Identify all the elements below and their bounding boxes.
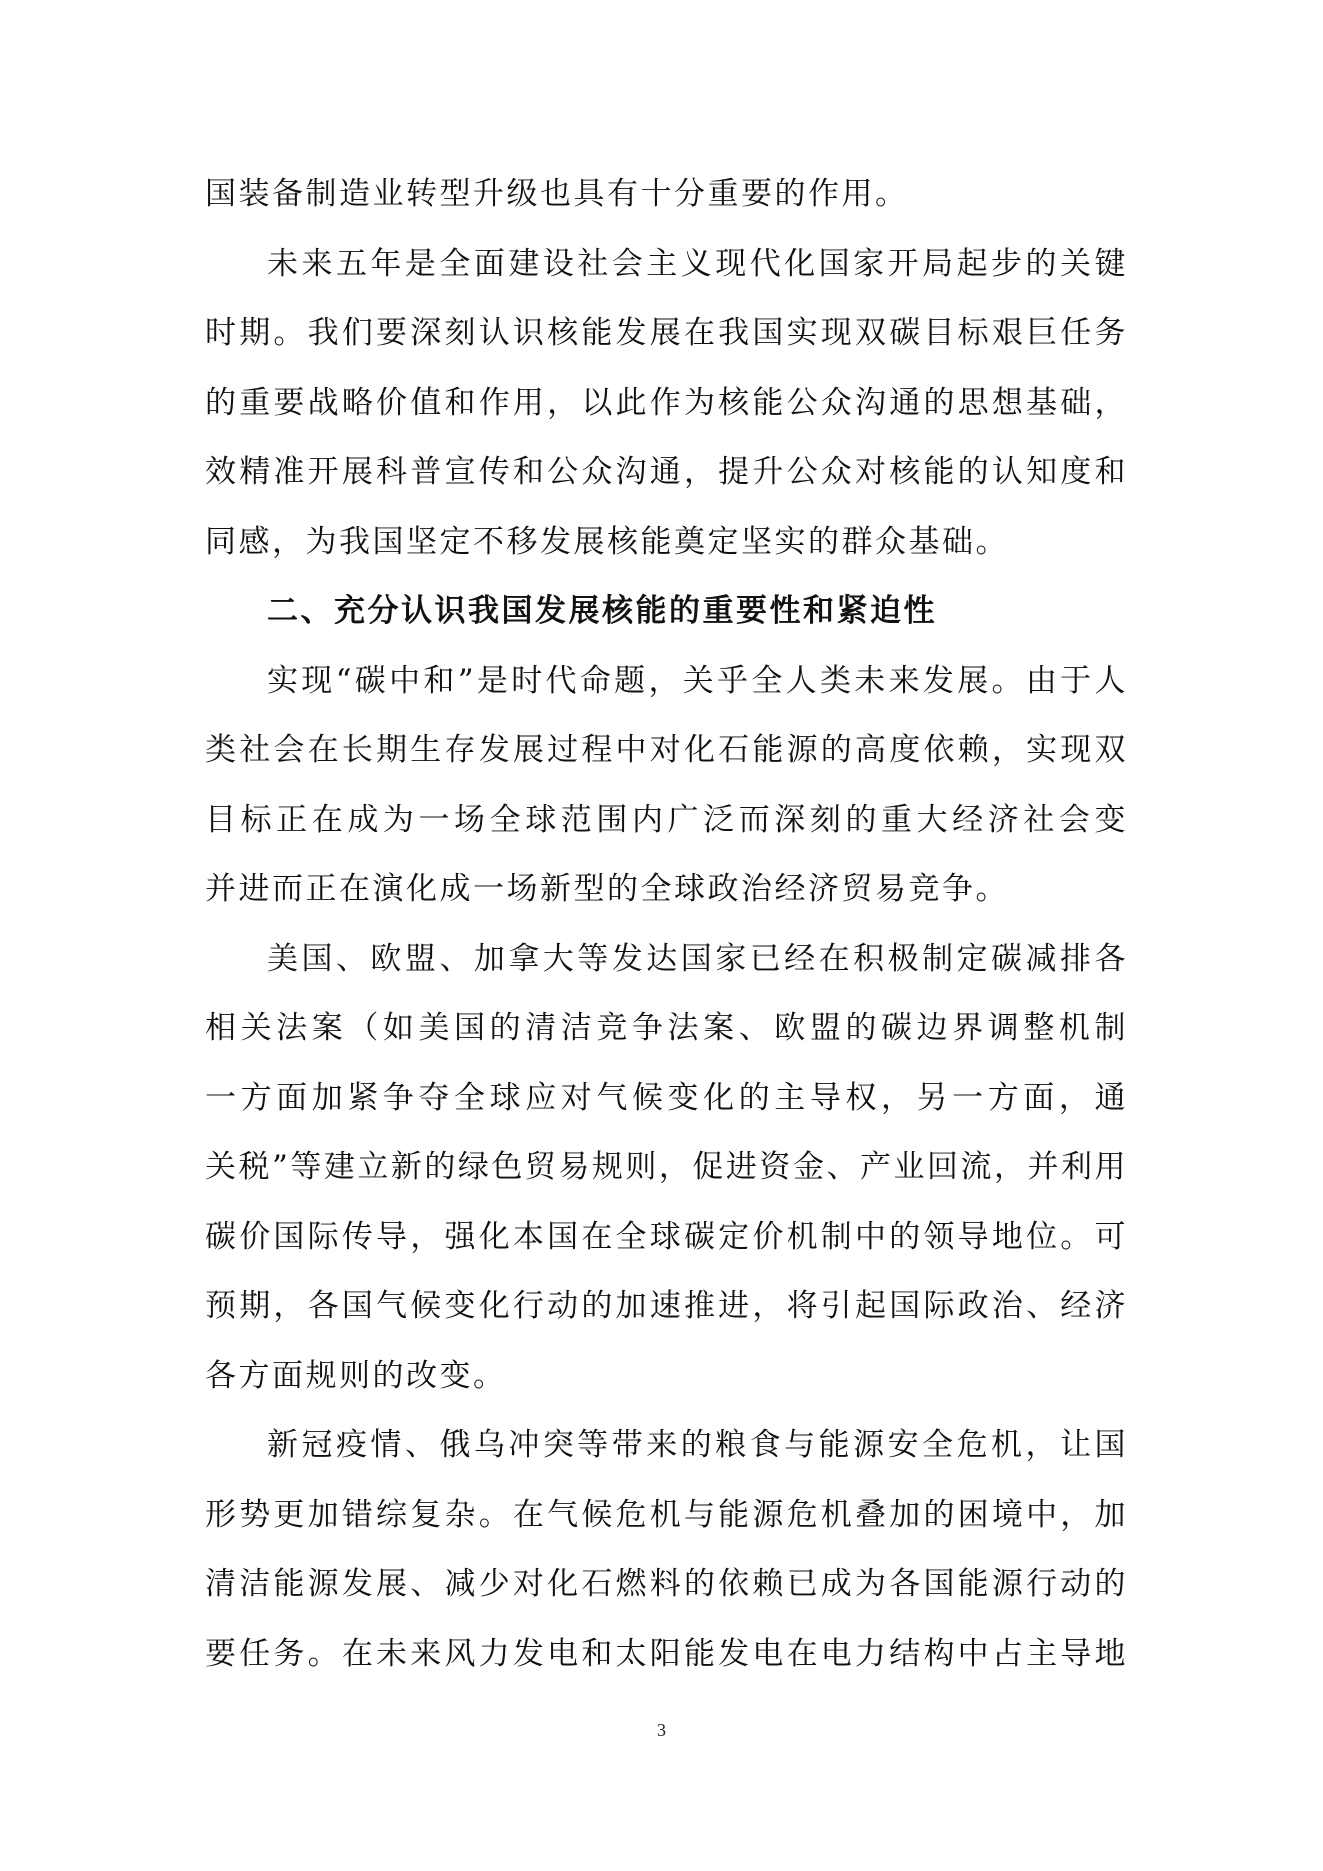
paragraph-line: 类社会在长期生存发展过程中对化石能源的高度依赖，实现双 [205,732,1128,768]
paragraph-line: 并进而正在演化成一场新型的全球政治经济贸易竞争。 [205,871,1009,907]
paragraph-line: 碳价国际传导，强化本国在全球碳定价机制中的领导地位。可 [205,1218,1128,1255]
paragraph-line: 新冠疫情、俄乌冲突等带来的粮食与能源安全危机，让国 [267,1427,1128,1463]
paragraph-line: 美国、欧盟、加拿大等发达国家已经在积极制定碳减排各 [267,940,1128,977]
paragraph-line: 要任务。在未来风力发电和太阳能发电在电力结构中占主导地 [205,1635,1128,1672]
document-body [205,160,1128,1689]
paragraph-line: 各方面规则的改变。 [205,1357,507,1394]
paragraph-line: 关税”等建立新的绿色贸易规则，促进资金、产业回流，并利用 [205,1149,1128,1185]
page-number: 3 [657,1720,666,1740]
paragraph-line: 未来五年是全面建设社会主义现代化国家开局起步的关键 [267,245,1128,282]
paragraph-line: 国装备制造业转型升级也具有十分重要的作用。 [205,176,909,212]
paragraph-line: 的重要战略价值和作用，以此作为核能公众沟通的思想基础， [205,384,1128,421]
paragraph-line: 效精准开展科普宣传和公众沟通，提升公众对核能的认知度和 [205,454,1128,490]
paragraph-line: 预期，各国气候变化行动的加速推进，将引起国际政治、经济 [205,1288,1128,1324]
section-heading: 二、充分认识我国发展核能的重要性和紧迫性 [267,593,937,629]
paragraph-line: 相关法案（如美国的清洁竞争法案、欧盟的碳边界调整机制 [205,1010,1128,1046]
paragraph-line: 形势更加错综复杂。在气候危机与能源危机叠加的困境中，加 [205,1496,1128,1533]
paragraph-line: 实现“碳中和”是时代命题，关乎全人类未来发展。由于人 [267,662,1128,699]
paragraph-line: 清洁能源发展、减少对化石燃料的依赖已成为各国能源行动的 [205,1566,1128,1602]
paragraph-line: 目标正在成为一场全球范围内广泛而深刻的重大经济社会变 [205,801,1128,838]
paragraph-line: 时期。我们要深刻认识核能发展在我国实现双碳目标艰巨任务 [205,315,1128,351]
paragraph-line: 同感，为我国坚定不移发展核能奠定坚实的群众基础。 [205,523,1009,560]
paragraph-line: 一方面加紧争夺全球应对气候变化的主导权，另一方面，通 [205,1079,1128,1116]
